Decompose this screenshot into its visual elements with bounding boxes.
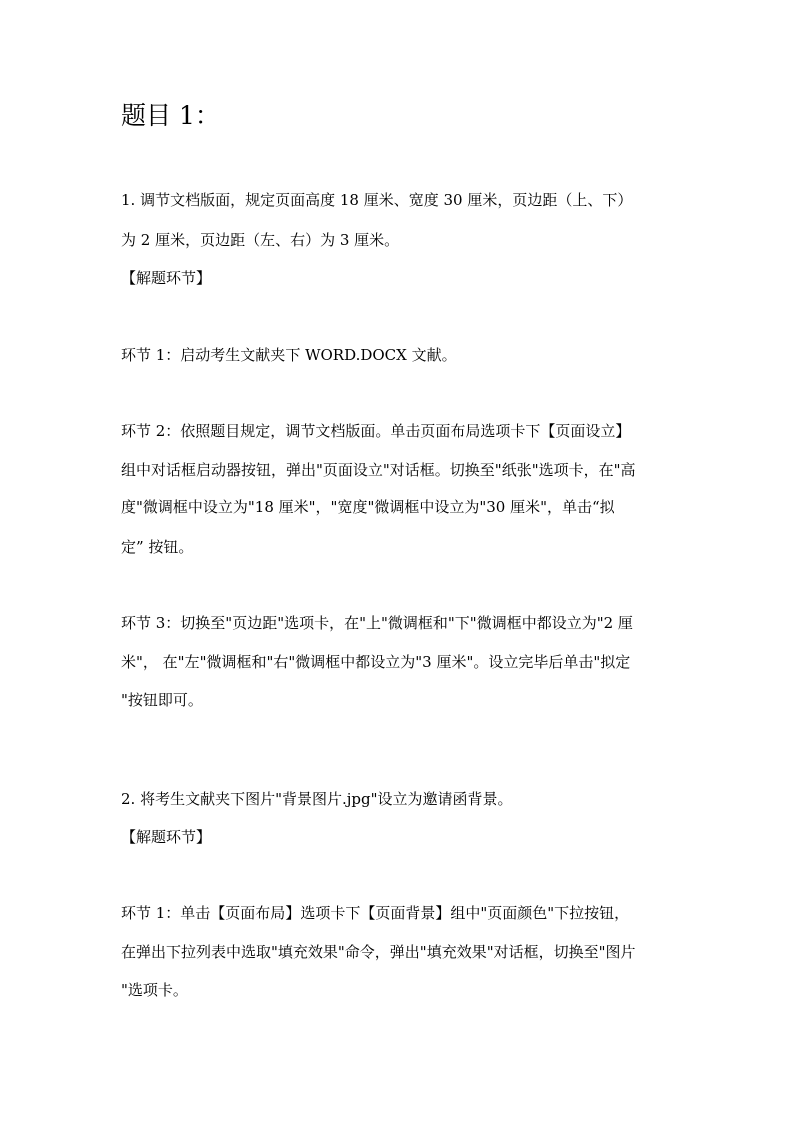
q2-step1-line-3: "选项卡。 (121, 981, 188, 999)
q1-step3-line-3: "按钮即可。 (121, 691, 203, 709)
q2-text-line-1: 2. 将考生文献夹下图片"背景图片.jpg"设立为邀请函背景。 (121, 790, 513, 808)
q1-text-line-1: 1. 调节文档版面，规定页面高度 18 厘米、宽度 30 厘米，页边距（上、下） (121, 191, 633, 209)
q1-step2-line-1: 环节 2：依照题目规定，调节文档版面。单击页面布局选项卡下【页面设立】 (121, 422, 631, 440)
q1-step2-line-2: 组中对话框启动器按钮，弹出"页面设立"对话框。切换至"纸张"选项卡，在"高 (121, 461, 636, 479)
q1-step3-line-1: 环节 3：切换至"页边距"选项卡，在"上"微调框和"下"微调框中都设立为"2 厘 (121, 614, 633, 632)
q2-step1-line-1: 环节 1：单击【页面布局】选项卡下【页面背景】组中"页面颜色"下拉按钮， (121, 904, 630, 922)
q1-step2-line-4: 定” 按钮。 (121, 538, 194, 556)
q1-step1-line-1: 环节 1：启动考生文献夹下 WORD.DOCX 文献。 (121, 346, 457, 364)
q1-step3-line-2: 米"， 在"左"微调框和"右"微调框中都设立为"3 厘米"。设立完毕后单击"拟定 (121, 653, 631, 671)
q1-step2-line-3: 度"微调框中设立为"18 厘米"，"宽度"微调框中设立为"30 厘米"，单击“拟 (121, 498, 615, 516)
page-title: 题目 1： (121, 101, 220, 130)
q1-text-line-2: 为 2 厘米，页边距（左、右）为 3 厘米。 (121, 231, 400, 249)
q2-solution-heading: 【解题环节】 (121, 828, 212, 846)
q2-step1-line-2: 在弹出下拉列表中选取"填充效果"命令，弹出"填充效果"对话框，切换至"图片 (121, 943, 636, 961)
q1-solution-heading: 【解题环节】 (121, 269, 212, 287)
